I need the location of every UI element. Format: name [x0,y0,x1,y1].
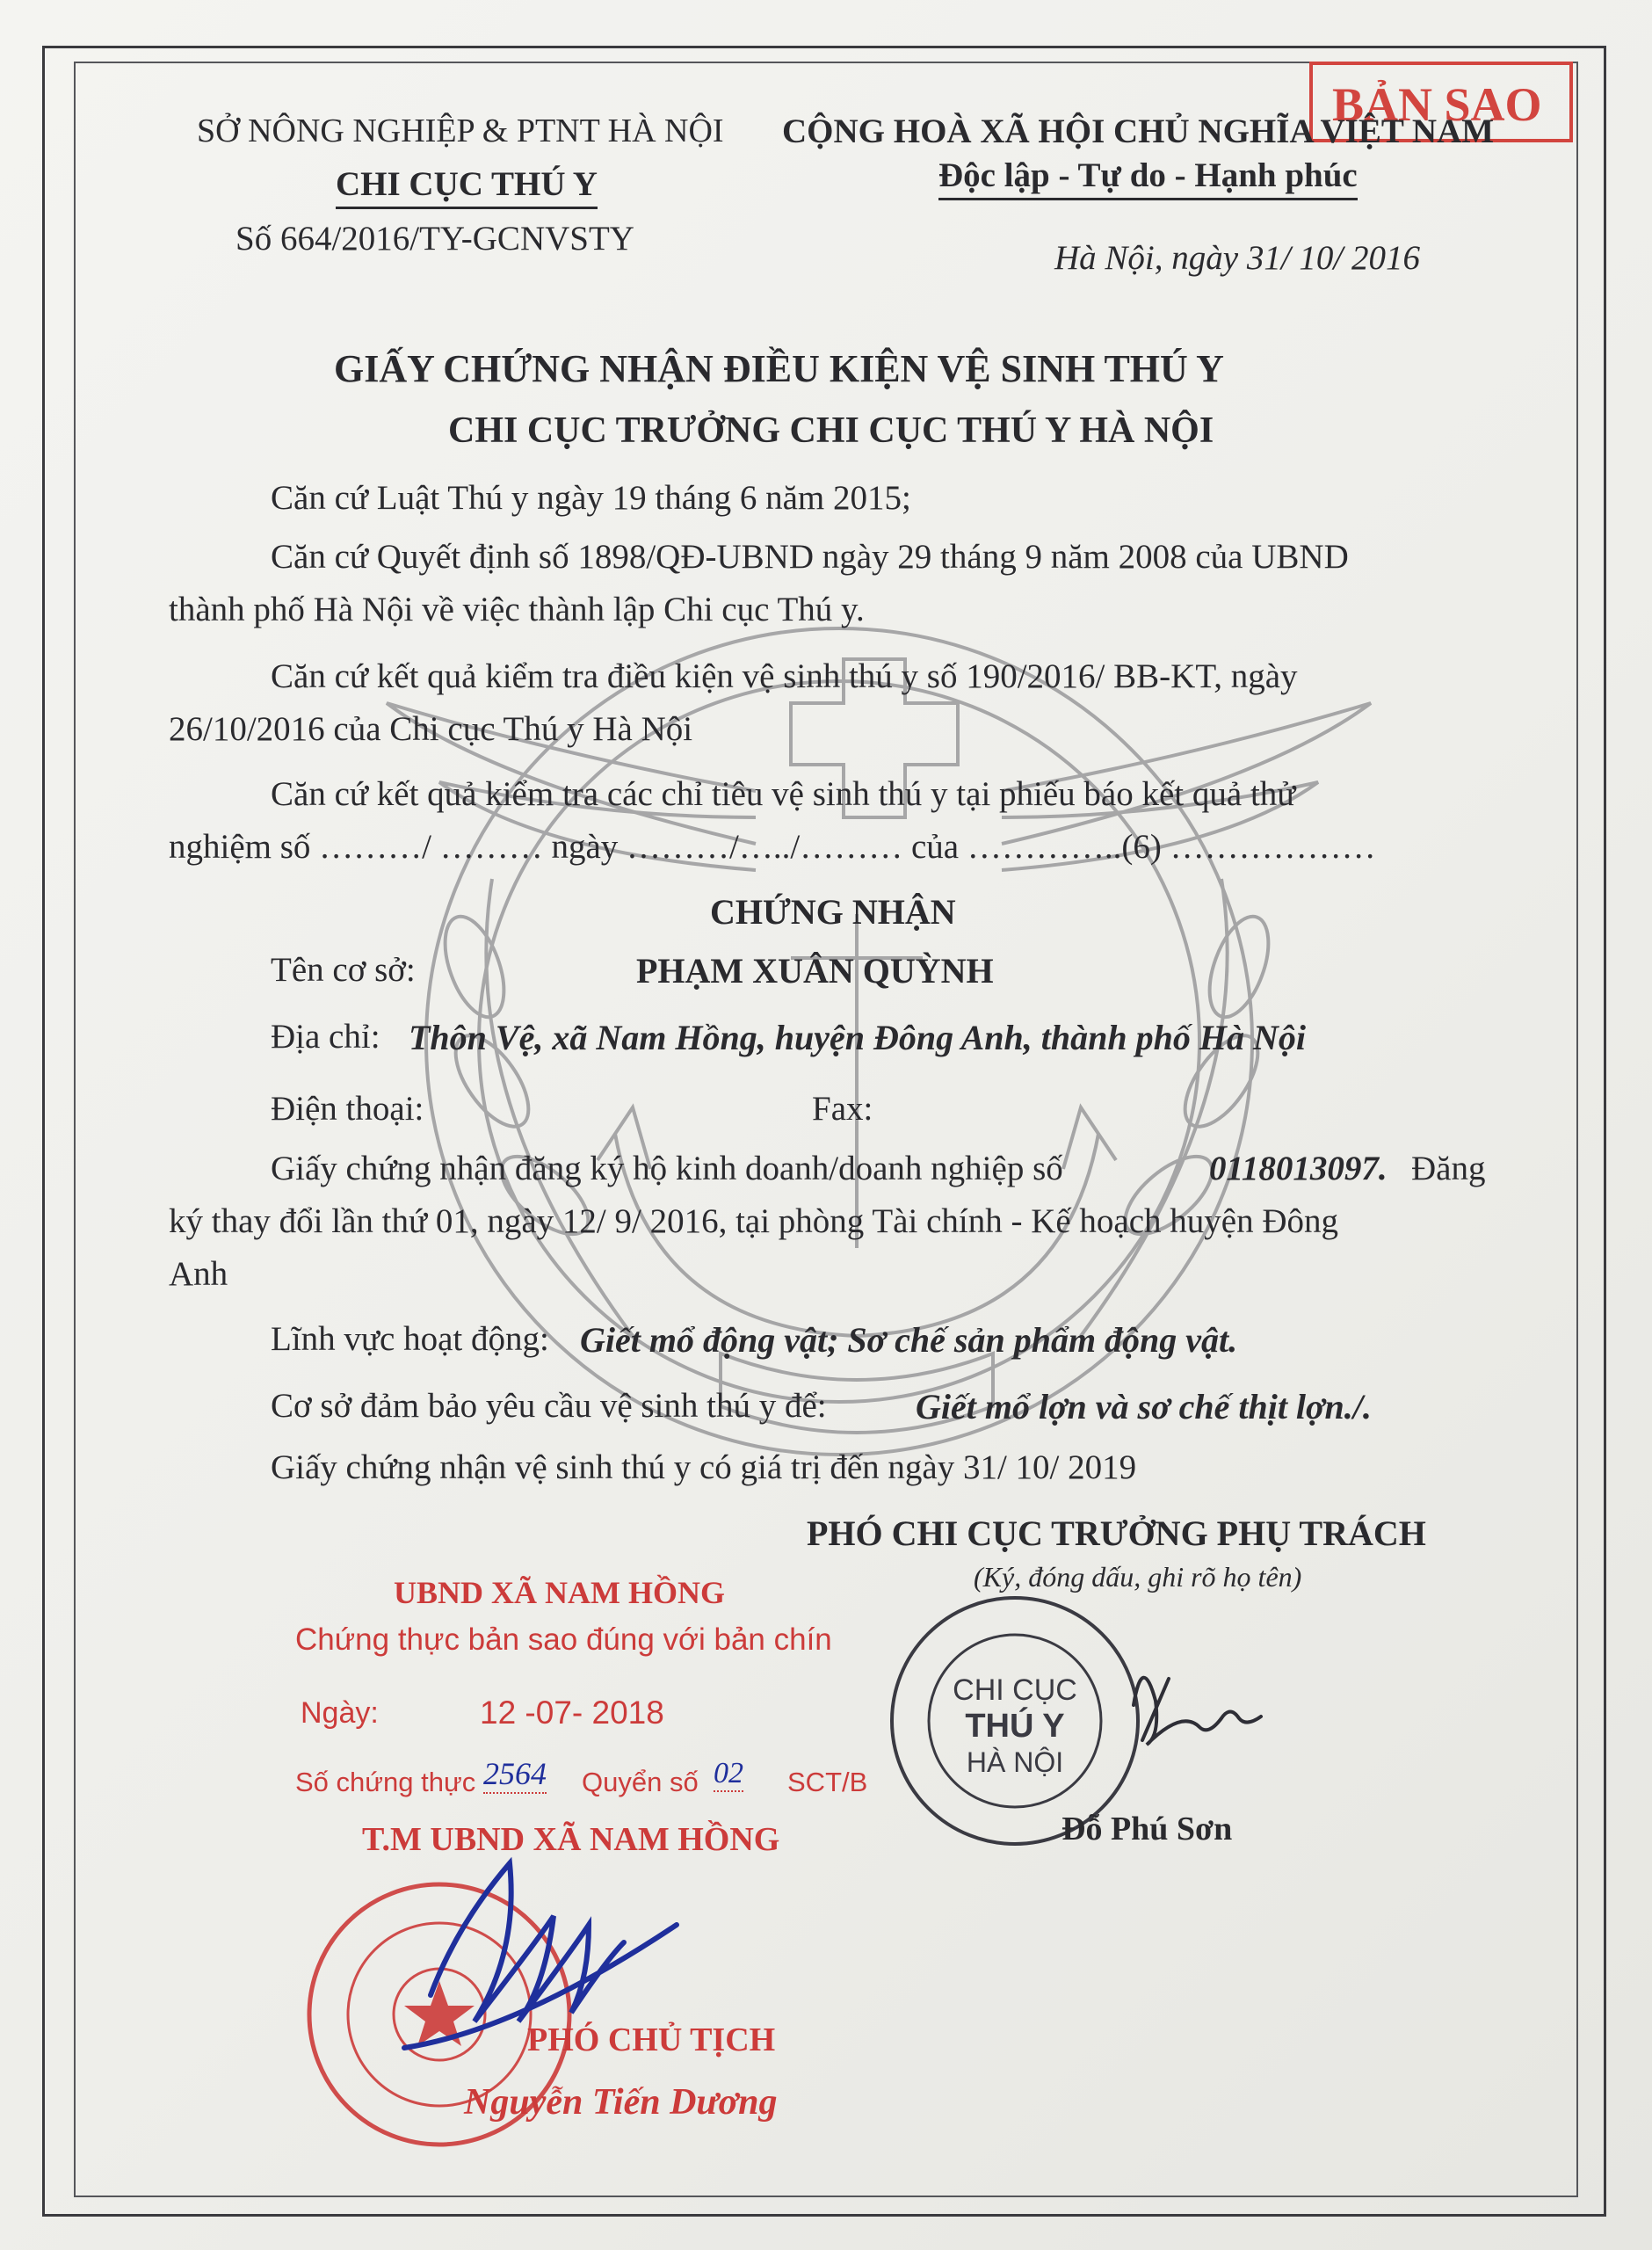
establishment-name-value: PHẠM XUÂN QUỲNH [636,951,994,991]
registration-line3: Anh [169,1255,228,1293]
basis-law: Căn cứ Luật Thú y ngày 19 tháng 6 năm 2015; [271,479,911,517]
certify-heading: CHỨNG NHẬN [710,892,956,932]
commune-name: UBND XÃ NAM HỒNG [394,1575,725,1610]
validity-statement: Giấy chứng nhận vệ sinh thú y có giá trị đến ngày 31/ 10/ 2019 [271,1448,1137,1486]
basis-test-line2: nghiệm số ………/ ……… ngày ………/…../……… của …………..(6) ……………… [169,828,1376,866]
establishment-name-label: Tên cơ sở: [271,951,416,989]
document-subtitle: CHI CỤC TRƯỞNG CHI CỤC THÚ Y HÀ NỘI [448,410,1214,451]
agency-seal-line1: CHI CỤC [953,1673,1077,1707]
certification-number-value: 2564 [483,1756,547,1794]
basis-decision-line2: thành phố Hà Nội về việc thành lập Chi cục Thú y. [169,591,865,628]
national-motto: Độc lập - Tự do - Hạnh phúc [938,156,1358,200]
copy-stamp-text: BẢN SAO [1332,78,1542,131]
signer-signature-icon [1116,1652,1292,1767]
phone-label: Điện thoại: [271,1090,424,1128]
signer-note: (Ký, đóng dấu, ghi rõ họ tên) [974,1561,1302,1593]
certification-number-label: Số chứng thực [295,1767,476,1797]
basis-decision-line1: Căn cứ Quyết định số 1898/QĐ-UBND ngày 29 tháng 9 năm 2008 của UBND [271,538,1349,576]
registration-suffix: Đăng [1411,1150,1486,1187]
registration-prefix: Giấy chứng nhận đăng ký hộ kinh doanh/doanh nghiệp số [271,1150,1063,1187]
country-name: CỘNG HOÀ XÃ HỘI CHỦ NGHĨA VIỆT NAM [782,112,1495,150]
requirements-label: Cơ sở đảm bảo yêu cầu vệ sinh thú y để: [271,1387,827,1425]
certification-book-value: 02 [714,1756,743,1792]
vice-chairman-title: PHÓ CHỦ TỊCH [527,2021,776,2058]
fax-label: Fax: [812,1090,873,1128]
activity-field-value: Giết mổ động vật; Sơ chế sản phẩm động vật. [580,1320,1238,1360]
certification-book-label: Quyển số [582,1767,699,1797]
on-behalf-label: T.M UBND XÃ NAM HỒNG [362,1821,780,1858]
agency-seal-line2: THÚ Y [965,1708,1065,1745]
basis-inspection-line2: 26/10/2016 của Chi cục Thú y Hà Nội [169,710,693,748]
place-date: Hà Nội, ngày 31/ 10/ 2016 [1054,239,1420,277]
certification-statement: Chứng thực bản sao đúng với bản chín [295,1622,832,1657]
requirements-value: Giết mổ lợn và sơ chế thịt lợn./. [916,1387,1372,1426]
activity-field-label: Lĩnh vực hoạt động: [271,1320,549,1358]
certification-date-value: 12 -07- 2018 [480,1695,664,1731]
basis-inspection-line1: Căn cứ kết quả kiểm tra điều kiện vệ sinh thú y số 190/2016/ BB-KT, ngày [271,657,1298,695]
document-number: Số 664/2016/TY-GCNVSTY [235,220,634,258]
document-title: GIẤY CHỨNG NHẬN ĐIỀU KIỆN VỆ SINH THÚ Y [334,347,1224,390]
registration-number: 0118013097. [1209,1150,1388,1187]
basis-test-line1: Căn cứ kết quả kiểm tra các chỉ tiêu vệ sinh thú y tại phiếu báo kết quả thử [271,775,1296,813]
signer-title: PHÓ CHI CỤC TRƯỞNG PHỤ TRÁCH [807,1513,1426,1553]
certification-date-label: Ngày: [301,1696,379,1730]
address-label: Địa chỉ: [271,1018,380,1056]
vice-chairman-name: Nguyễn Tiến Dương [464,2082,778,2123]
agency-seal-line3: HÀ NỘI [966,1746,1064,1778]
registration-line2: ký thay đổi lần thứ 01, ngày 12/ 9/ 2016, tại phòng Tài chính - Kế hoạch huyện Đông [169,1202,1339,1240]
certification-book-suffix: SCT/B [787,1767,868,1797]
address-value: Thôn Vệ, xã Nam Hồng, huyện Đông Anh, thành phố Hà Nội [409,1018,1306,1057]
agency-name: CHI CỤC THÚ Y [336,165,598,209]
signer-name: Đỗ Phú Sơn [1061,1811,1233,1847]
ministry-name: SỞ NÔNG NGHIỆP & PTNT HÀ NỘI [197,112,724,149]
